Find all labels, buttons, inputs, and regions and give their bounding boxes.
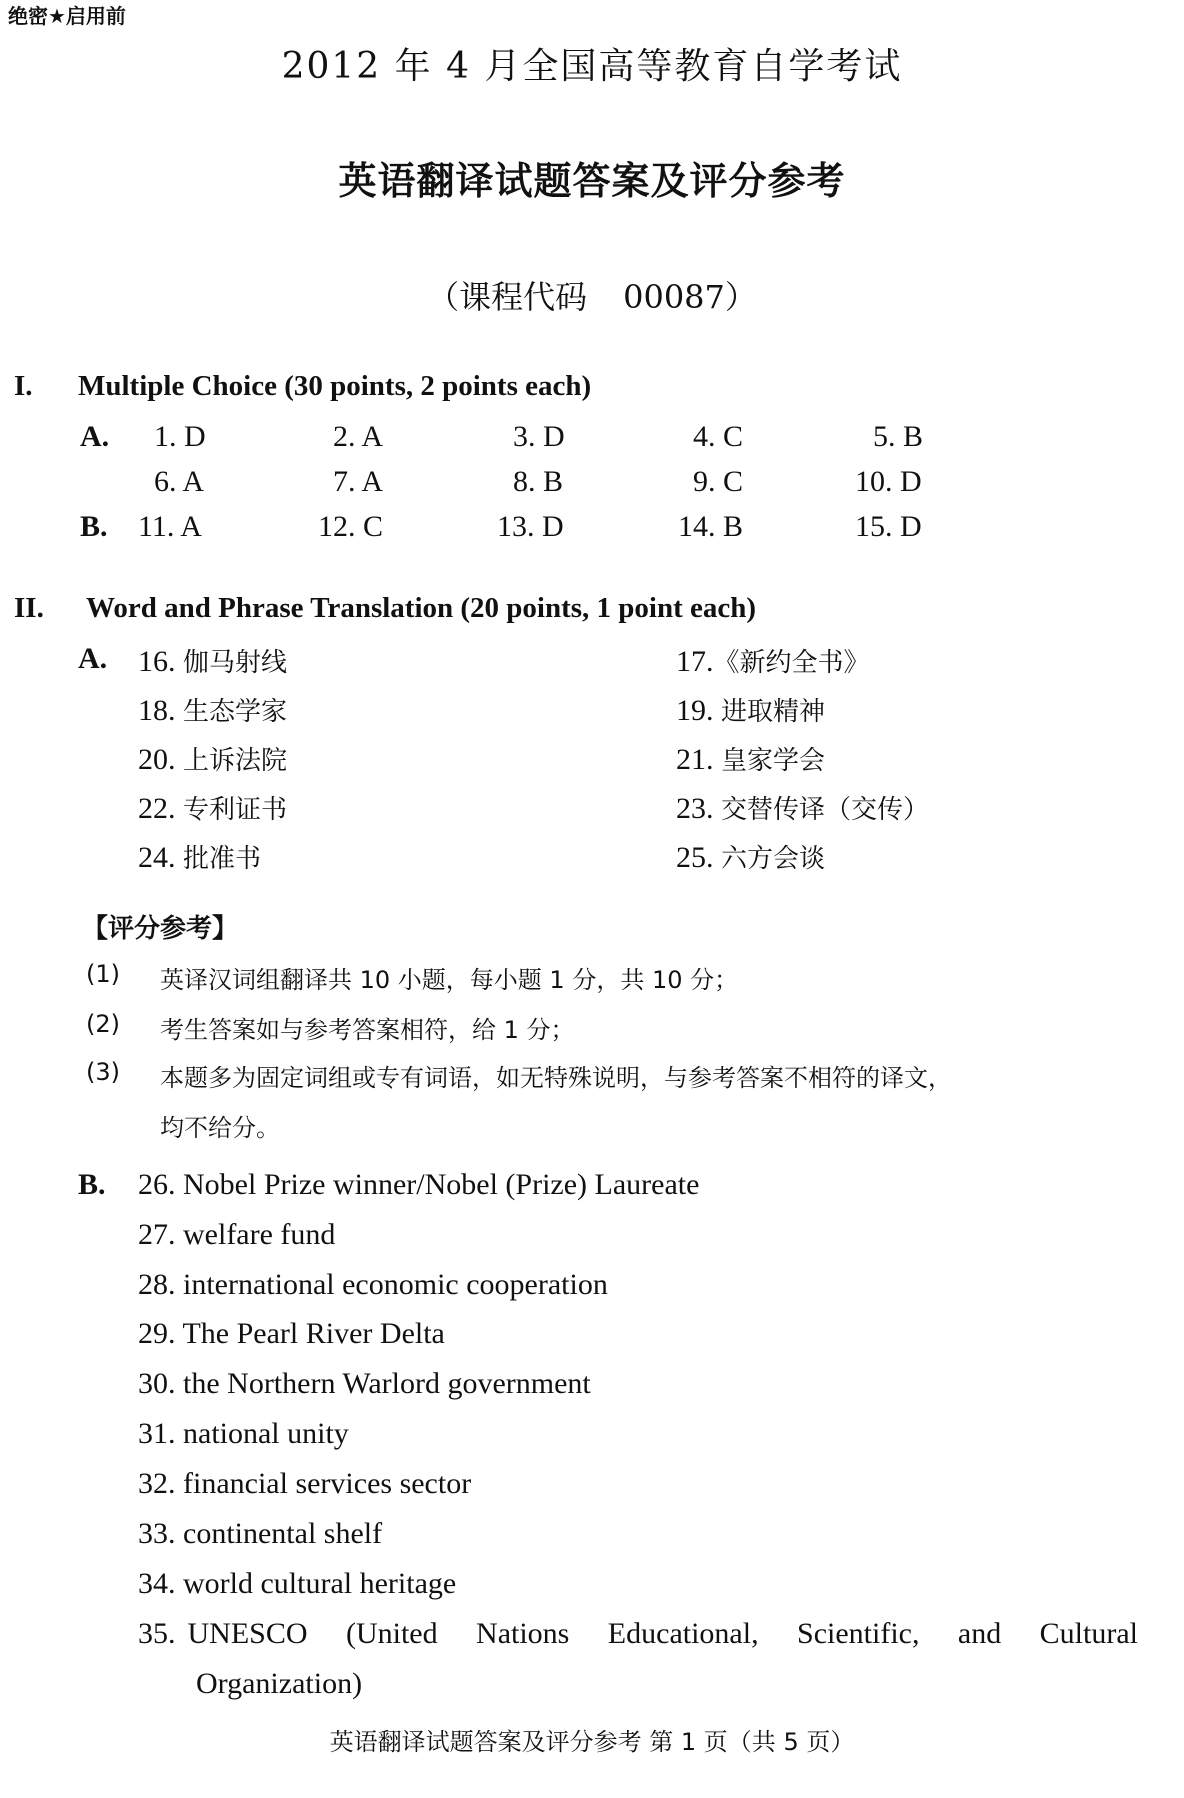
item-text: 《新约全书》: [713, 648, 870, 678]
translation-item: [138, 1317, 445, 1351]
item-text: 交替传译（交传）: [721, 795, 930, 825]
scoring-note: 考生答案如与参考答案相符，给 1 分；: [160, 1016, 575, 1044]
page-footer: 英语翻译试题答案及评分参考 第 1 页（共 5 页）: [329, 1728, 855, 1756]
item-text: 皇家学会: [721, 746, 826, 776]
item-number: 35.: [138, 1617, 176, 1650]
item-text: 六方会谈: [721, 844, 826, 874]
item-number: 19.: [676, 694, 714, 727]
item-text: 伽马射线: [183, 648, 288, 678]
section-1-heading: [14, 370, 591, 403]
section-1-part-b-label: B.: [80, 510, 108, 543]
mc-answer: 7. A: [333, 465, 384, 498]
mc-answer: 3. D: [513, 420, 565, 453]
section-1-roman: I.: [14, 370, 33, 402]
mc-answer: 6. A: [154, 465, 205, 498]
section-2-title: Word and Phrase Translation (20 points, 1 point each): [86, 592, 757, 624]
translation-item: [138, 1417, 349, 1451]
item-number: 30.: [138, 1367, 176, 1400]
translation-item: [138, 740, 287, 777]
scoring-note: 本题多为固定词组或专有词语，如无特殊说明，与参考答案不相符的译文，: [160, 1064, 952, 1092]
translation-item: [138, 1367, 591, 1401]
item-number: 28.: [138, 1268, 176, 1301]
translation-item: [138, 1268, 608, 1302]
item-text: national unity: [183, 1417, 349, 1450]
section-1-title: Multiple Choice (30 points, 2 points each): [78, 370, 592, 402]
translation-item: [676, 789, 929, 826]
item-number: 32.: [138, 1467, 176, 1500]
translation-item: [138, 1517, 382, 1551]
item-text: continental shelf: [183, 1517, 383, 1550]
translation-item: [138, 1467, 471, 1501]
mc-answer: 2. A: [333, 420, 384, 453]
item-number: 27.: [138, 1218, 176, 1251]
translation-item: [676, 838, 825, 875]
translation-item: [138, 1567, 456, 1601]
item-text: Nobel Prize winner/Nobel (Prize) Laureate: [183, 1168, 700, 1201]
section-2-part-b-label: B.: [78, 1168, 106, 1201]
exam-title: 2012 年 4 月全国高等教育自学考试: [281, 46, 903, 87]
translation-item: [676, 642, 870, 679]
mc-answer: 14. B: [678, 510, 744, 543]
item-number: 34.: [138, 1567, 176, 1600]
item-text: 批准书: [183, 844, 262, 874]
item-number: 24.: [138, 841, 176, 874]
item-number: 21.: [676, 743, 714, 776]
translation-item: [138, 789, 287, 826]
translation-item-continuation: Organization): [196, 1667, 363, 1700]
item-number: 29.: [138, 1317, 176, 1350]
mc-answer: 5. B: [873, 420, 924, 453]
item-number: 33.: [138, 1517, 176, 1550]
item-text: UNESCO (United Nations Educational, Scientific, and Cultural: [187, 1617, 1138, 1650]
translation-item: [138, 691, 287, 728]
section-2-heading: [14, 592, 756, 625]
mc-answer: 15. D: [855, 510, 922, 543]
item-text: the Northern Warlord government: [183, 1367, 591, 1400]
section-2-roman: II.: [14, 592, 44, 624]
translation-item: [138, 1617, 1138, 1651]
scoring-note-continuation: 均不给分。: [160, 1114, 280, 1142]
item-number: 25.: [676, 841, 714, 874]
mc-answer: 4. C: [693, 420, 744, 453]
item-text: 生态学家: [183, 697, 288, 727]
item-number: 16.: [138, 645, 176, 678]
item-text: 专利证书: [183, 795, 288, 825]
course-code: 00087）: [623, 278, 757, 316]
scoring-note-number: (2): [86, 1010, 120, 1038]
course-code-line: [0, 272, 1184, 318]
item-text: 进取精神: [721, 697, 826, 727]
translation-item: [138, 642, 287, 679]
confidential-marker: 绝密★启用前: [8, 4, 126, 28]
translation-item: [138, 1168, 699, 1202]
translation-item: [676, 740, 825, 777]
mc-answer: 12. C: [318, 510, 384, 543]
translation-item: [138, 1218, 335, 1252]
scoring-reference-title: 【评分参考】: [82, 914, 239, 944]
mc-answer: 13. D: [497, 510, 564, 543]
item-text: welfare fund: [183, 1218, 336, 1251]
item-text: 上诉法院: [183, 746, 288, 776]
item-number: 18.: [138, 694, 176, 727]
translation-item: [138, 838, 261, 875]
section-1-part-a-label: A.: [80, 420, 110, 453]
item-text: world cultural heritage: [183, 1567, 457, 1600]
course-code-label: （课程代码: [427, 278, 588, 316]
item-number: 17.: [676, 645, 714, 678]
mc-answer: 9. C: [693, 465, 744, 498]
item-text: financial services sector: [183, 1467, 472, 1500]
item-text: The Pearl River Delta: [182, 1317, 445, 1350]
scoring-note-number: (1): [86, 960, 120, 988]
mc-answer: 8. B: [513, 465, 564, 498]
translation-item: [676, 691, 825, 728]
mc-answer: 1. D: [154, 420, 206, 453]
mc-answer: 10. D: [855, 465, 922, 498]
mc-answer: 11. A: [138, 510, 202, 543]
item-number: 26.: [138, 1168, 176, 1201]
scoring-note-number: (3): [86, 1058, 120, 1086]
section-2-part-a-label: A.: [78, 642, 108, 675]
item-number: 23.: [676, 792, 714, 825]
scoring-note: 英译汉词组翻译共 10 小题，每小题 1 分，共 10 分；: [160, 966, 739, 994]
item-number: 22.: [138, 792, 176, 825]
item-number: 31.: [138, 1417, 176, 1450]
document-title: 英语翻译试题答案及评分参考: [338, 158, 846, 203]
item-text: international economic cooperation: [183, 1268, 608, 1301]
item-number: 20.: [138, 743, 176, 776]
